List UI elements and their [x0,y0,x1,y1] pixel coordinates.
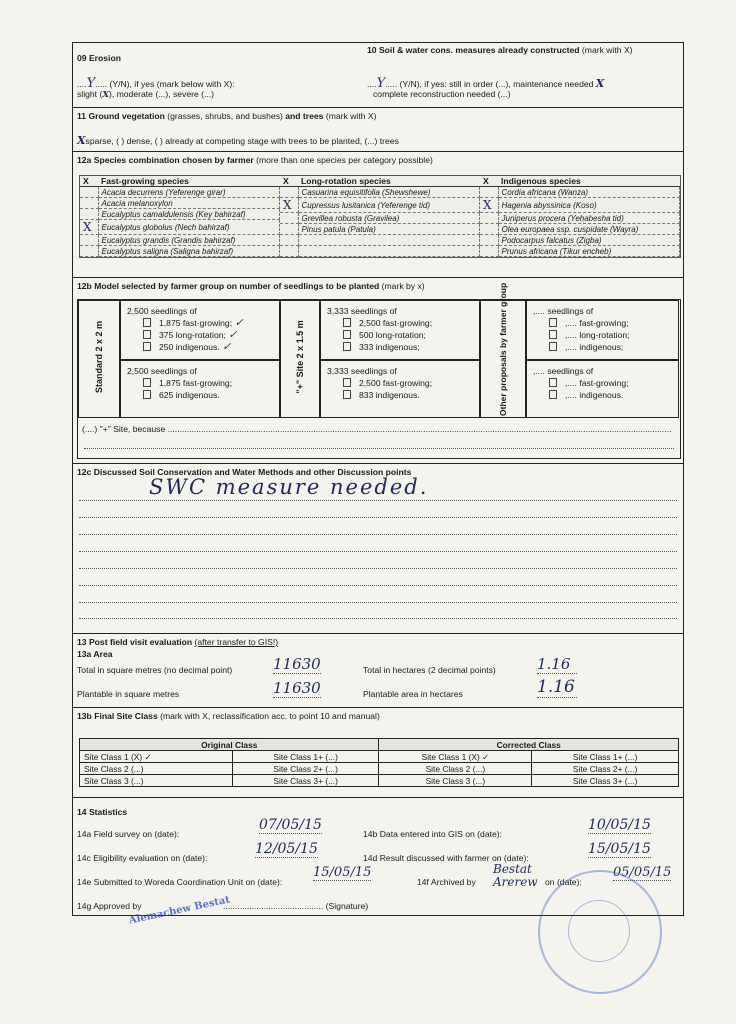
species-name: Juniperus procera (Yehabesha tid) [498,213,680,224]
site-class-option[interactable]: Site Class 3 (...) [379,775,532,787]
seedling-option[interactable]: 500 long-rotation; [321,329,479,341]
total-ha-value[interactable]: 1.16 [537,655,577,674]
site-class-option[interactable]: Site Class 3+ (...) [532,775,679,787]
site-class-row [80,763,679,775]
site-class-title: 13b Final Site Class (mark with X, reclassification acc. to point 10 and manual) [77,711,380,721]
species-mark[interactable] [80,187,98,198]
mark-column-header: X [480,176,498,187]
species-row[interactable] [480,246,680,257]
seedling-option[interactable]: 1,875 fast-growing; [121,377,279,389]
seedling-option[interactable]: ,.... fast-growing; [527,317,678,329]
species-row[interactable] [480,235,680,246]
seedling-option[interactable]: ,.... fast-growing; [527,377,678,389]
site-class-option[interactable]: Site Class 1+ (...) [232,751,379,763]
species-name: Casuarina equisitifolia (Shewshewe) [298,187,480,198]
seedlings-heading: 2,500 seedlings of [127,366,197,376]
species-row[interactable] [280,224,480,235]
species-name [298,235,480,246]
species-column-header: Long-rotation species [298,176,480,187]
species-row[interactable] [480,187,680,198]
checkbox[interactable] [549,378,557,387]
site-class-row [80,775,679,787]
checkbox[interactable] [143,390,151,399]
seedling-option[interactable]: 833 indigenous. [321,389,479,401]
seedling-option[interactable]: 2,500 fast-growing; [321,317,479,329]
original-class-header: Original Class [80,739,379,751]
vegetation-title: 11 Ground vegetation (grasses, shrubs, and bushes) and trees (mark with X) [77,111,377,121]
site-class-row [80,751,679,763]
site-class-option[interactable]: Site Class 1 (X) ✓ [379,751,532,763]
species-row[interactable] [280,246,480,257]
site-class-option[interactable]: Site Class 2+ (...) [532,763,679,775]
site-class-option[interactable]: Site Class 3+ (...) [232,775,379,787]
species-name: Cordia africana (Wanza) [498,187,680,198]
standard-option-a[interactable] [120,300,280,360]
site-class-option[interactable]: Site Class 1+ (...) [532,751,679,763]
species-name: Prunus africana (Tikur encheb) [498,246,680,257]
checkbox[interactable] [343,378,351,387]
eligibility-date[interactable]: 12/05/15 [255,841,318,857]
checkbox[interactable] [549,318,557,327]
area-title: 13a Area [77,649,113,659]
model-title: 12b Model selected by farmer group on number of seedlings to be planted (mark by x) [77,281,425,291]
species-row[interactable] [80,235,280,246]
species-row[interactable] [280,235,480,246]
submitted-label: 14e Submitted to Woreda Coordination Unit on (date): [77,877,283,887]
archived-label: 14f Archived by [417,877,476,887]
signature-line[interactable]: .......................................... (Signature) [223,901,369,911]
seedlings-heading: ,.... seedlings of [533,366,594,376]
species-name: Eucalyptus camaldulensis (Key bahirzaf) [98,209,280,220]
field-survey-date[interactable]: 07/05/15 [259,817,322,833]
check-mark-icon: ✓ [228,328,238,341]
species-mark[interactable]: X [80,220,98,235]
mark-column-header: X [280,176,298,187]
checkbox[interactable] [143,342,151,351]
site-class-option[interactable]: Site Class 2 (...) [379,763,532,775]
species-name: Hagenia abyssinica (Koso) [498,198,680,213]
result-discussed-label: 14d Result discussed with farmer on (date): [363,853,529,863]
checkbox[interactable] [143,330,151,339]
site-class-option[interactable]: Site Class 1 (X) ✓ [80,751,233,763]
species-row[interactable] [280,198,480,213]
plant-sqm-value[interactable]: 11630 [273,679,321,697]
species-name: Pinus patula (Patula) [298,224,480,235]
official-seal-inner [568,900,630,962]
species-row[interactable] [80,246,280,257]
site-class-table [79,738,679,787]
seedlings-heading: 3,333 seedlings of [327,306,397,316]
species-mark[interactable] [480,213,498,224]
species-name: Eucalyptus saligna (Saligna bahirzaf) [98,246,280,257]
erosion-question: ....Y..... (Y/N), if yes (mark below with X): [77,76,235,91]
plus-option-b[interactable] [320,360,480,418]
checkbox[interactable] [143,318,151,327]
eligibility-label: 14c Eligibility evaluation on (date): [77,853,208,863]
plant-sqm-label: Plantable in square metres [77,689,180,699]
archived-by-name[interactable]: Bestat Arerew [493,862,538,889]
species-name: Cupressus lusitanica (Yeferenge tid) [298,198,480,213]
site-class-option[interactable]: Site Class 2+ (...) [232,763,379,775]
seedlings-heading: 3,333 seedlings of [327,366,397,376]
site-assessment-form [72,42,684,916]
species-mark[interactable]: X [480,198,498,213]
species-mark[interactable] [80,198,98,209]
checkbox[interactable] [343,390,351,399]
other-option-a[interactable] [526,300,679,360]
check-mark-icon: ✓ [222,340,232,353]
check-mark-icon: ✓ [234,316,244,329]
species-row[interactable] [480,198,680,213]
vegetation-options: Xsparse, ( ) dense, ( ) already at competing stage with trees to be planted, (...) trees [77,134,399,147]
field-survey-label: 14a Field survey on (date): [77,829,180,839]
species-row[interactable] [80,198,280,209]
species-column [480,176,680,257]
site-class-option[interactable]: Site Class 3 (...) [80,775,233,787]
total-ha-label: Total in hectares (2 decimal points) [363,665,496,675]
species-column [280,176,480,257]
checkbox[interactable] [343,318,351,327]
plus-option-a[interactable] [320,300,480,360]
total-sqm-label: Total in square metres (no decimal point) [77,665,233,675]
gis-entry-label: 14b Data entered into GIS on (date): [363,829,503,839]
standard-option-b[interactable] [120,360,280,418]
seedling-option[interactable]: 2,500 fast-growing; [321,377,479,389]
seedlings-heading: 2,500 seedlings of [127,306,197,316]
approval-stamp: Alemachew Bestat [127,894,231,927]
swc-question: ....Y..... (Y/N), if yes: still in order (...), maintenance needed X [367,76,605,91]
archived-on-label: on (date): [545,877,582,887]
plus-site-because[interactable]: (....) "+" Site, because ................................................................................................................................................................................................................... [82,424,672,434]
species-mark[interactable] [480,235,498,246]
site-class-option[interactable]: Site Class 2 (...) [80,763,233,775]
species-row[interactable] [80,209,280,220]
checkbox[interactable] [343,330,351,339]
species-column-header: Indigenous species [498,176,680,187]
seedling-option[interactable]: ,.... indigenous. [527,389,678,401]
species-row[interactable] [80,187,280,198]
swc-title: 10 Soil & water cons. measures already constructed (mark with X) [367,45,633,55]
species-column-header: Fast-growing species [98,176,280,187]
species-name: Grevillea robusta (Gravilea) [298,213,480,224]
seedling-option[interactable]: ,.... long-rotation; [527,329,678,341]
seedling-option[interactable]: 375 long-rotation; ✓ [121,329,279,341]
species-mark[interactable] [480,246,498,257]
species-mark[interactable] [480,224,498,235]
species-mark[interactable] [280,246,298,257]
species-name [298,246,480,257]
species-mark[interactable] [280,224,298,235]
species-mark[interactable] [480,187,498,198]
species-row[interactable] [280,187,480,198]
archived-date[interactable]: 05/05/15 [613,865,672,880]
plant-ha-label: Plantable area in hectares [363,689,463,699]
species-name: Olea europaea ssp. cuspidate (Wayra) [498,224,680,235]
species-row[interactable] [80,220,280,235]
post-visit-title: 13 Post field visit evaluation (after transfer to GIS!) [77,637,279,647]
seedling-option[interactable]: ,.... indigenous; [527,341,678,353]
species-mark[interactable] [280,213,298,224]
checkbox[interactable] [143,378,151,387]
approved-by-label: 14g Approved by [77,901,142,911]
other-proposals-label: Other proposals by farmer group [498,282,508,416]
standard-label: Standard 2 x 2 m [94,320,104,394]
checkbox[interactable] [549,390,557,399]
plus-site-label: "+" Site 2 x 1.5 m [295,320,305,394]
species-mark[interactable] [80,209,98,220]
seedling-option[interactable]: 333 indigenous; [321,341,479,353]
discussion-note[interactable]: SWC measure needed. [149,475,429,499]
species-name: Eucalyptus globolus (Nech bahirzaf) [98,220,280,235]
species-row[interactable] [480,224,680,235]
plant-ha-value[interactable]: 1.16 [537,677,577,698]
statistics-title: 14 Statistics [77,807,128,817]
total-sqm-value[interactable]: 11630 [273,655,321,673]
species-mark[interactable] [80,235,98,246]
species-name: Acacia melanoxylon [98,198,280,209]
corrected-class-header: Corrected Class [379,739,679,751]
swc-reconstruction: complete reconstruction needed (...) [373,89,511,99]
species-table [79,175,681,258]
checkbox[interactable] [549,330,557,339]
species-mark[interactable] [280,235,298,246]
discussion-title: 12c Discussed Soil Conservation and Water Methods and other Discussion points [77,467,412,477]
result-discussed-date[interactable]: 15/05/15 [588,841,651,857]
erosion-severity: slight (X), moderate (...), severe (...) [77,89,215,100]
species-name: Podocarpus falcatus (Zigba) [498,235,680,246]
checkbox[interactable] [549,342,557,351]
seedling-option[interactable]: 1,875 fast-growing; ✓ [121,317,279,329]
checkbox[interactable] [343,342,351,351]
submitted-date[interactable]: 15/05/15 [313,865,372,880]
seedling-option[interactable]: 250 indigenous. ✓ [121,341,279,353]
species-row[interactable] [480,213,680,224]
species-mark[interactable] [80,246,98,257]
erosion-title: 09 Erosion [77,53,121,63]
species-name: Eucalyptus grandis (Grandis bahirzaf) [98,235,280,246]
species-mark[interactable]: X [280,198,298,213]
seedlings-heading: ,.... seedlings of [533,306,594,316]
species-name: Acacia decurrens (Yeferenge girar) [98,187,280,198]
species-column [80,176,280,257]
mark-column-header: X [80,176,98,187]
seedling-option[interactable]: 625 indigenous. [121,389,279,401]
species-row[interactable] [280,213,480,224]
other-option-b[interactable] [526,360,679,418]
species-mark[interactable] [280,187,298,198]
gis-entry-date[interactable]: 10/05/15 [588,817,651,833]
species-title: 12a Species combination chosen by farmer (more than one species per category possible) [77,155,433,165]
